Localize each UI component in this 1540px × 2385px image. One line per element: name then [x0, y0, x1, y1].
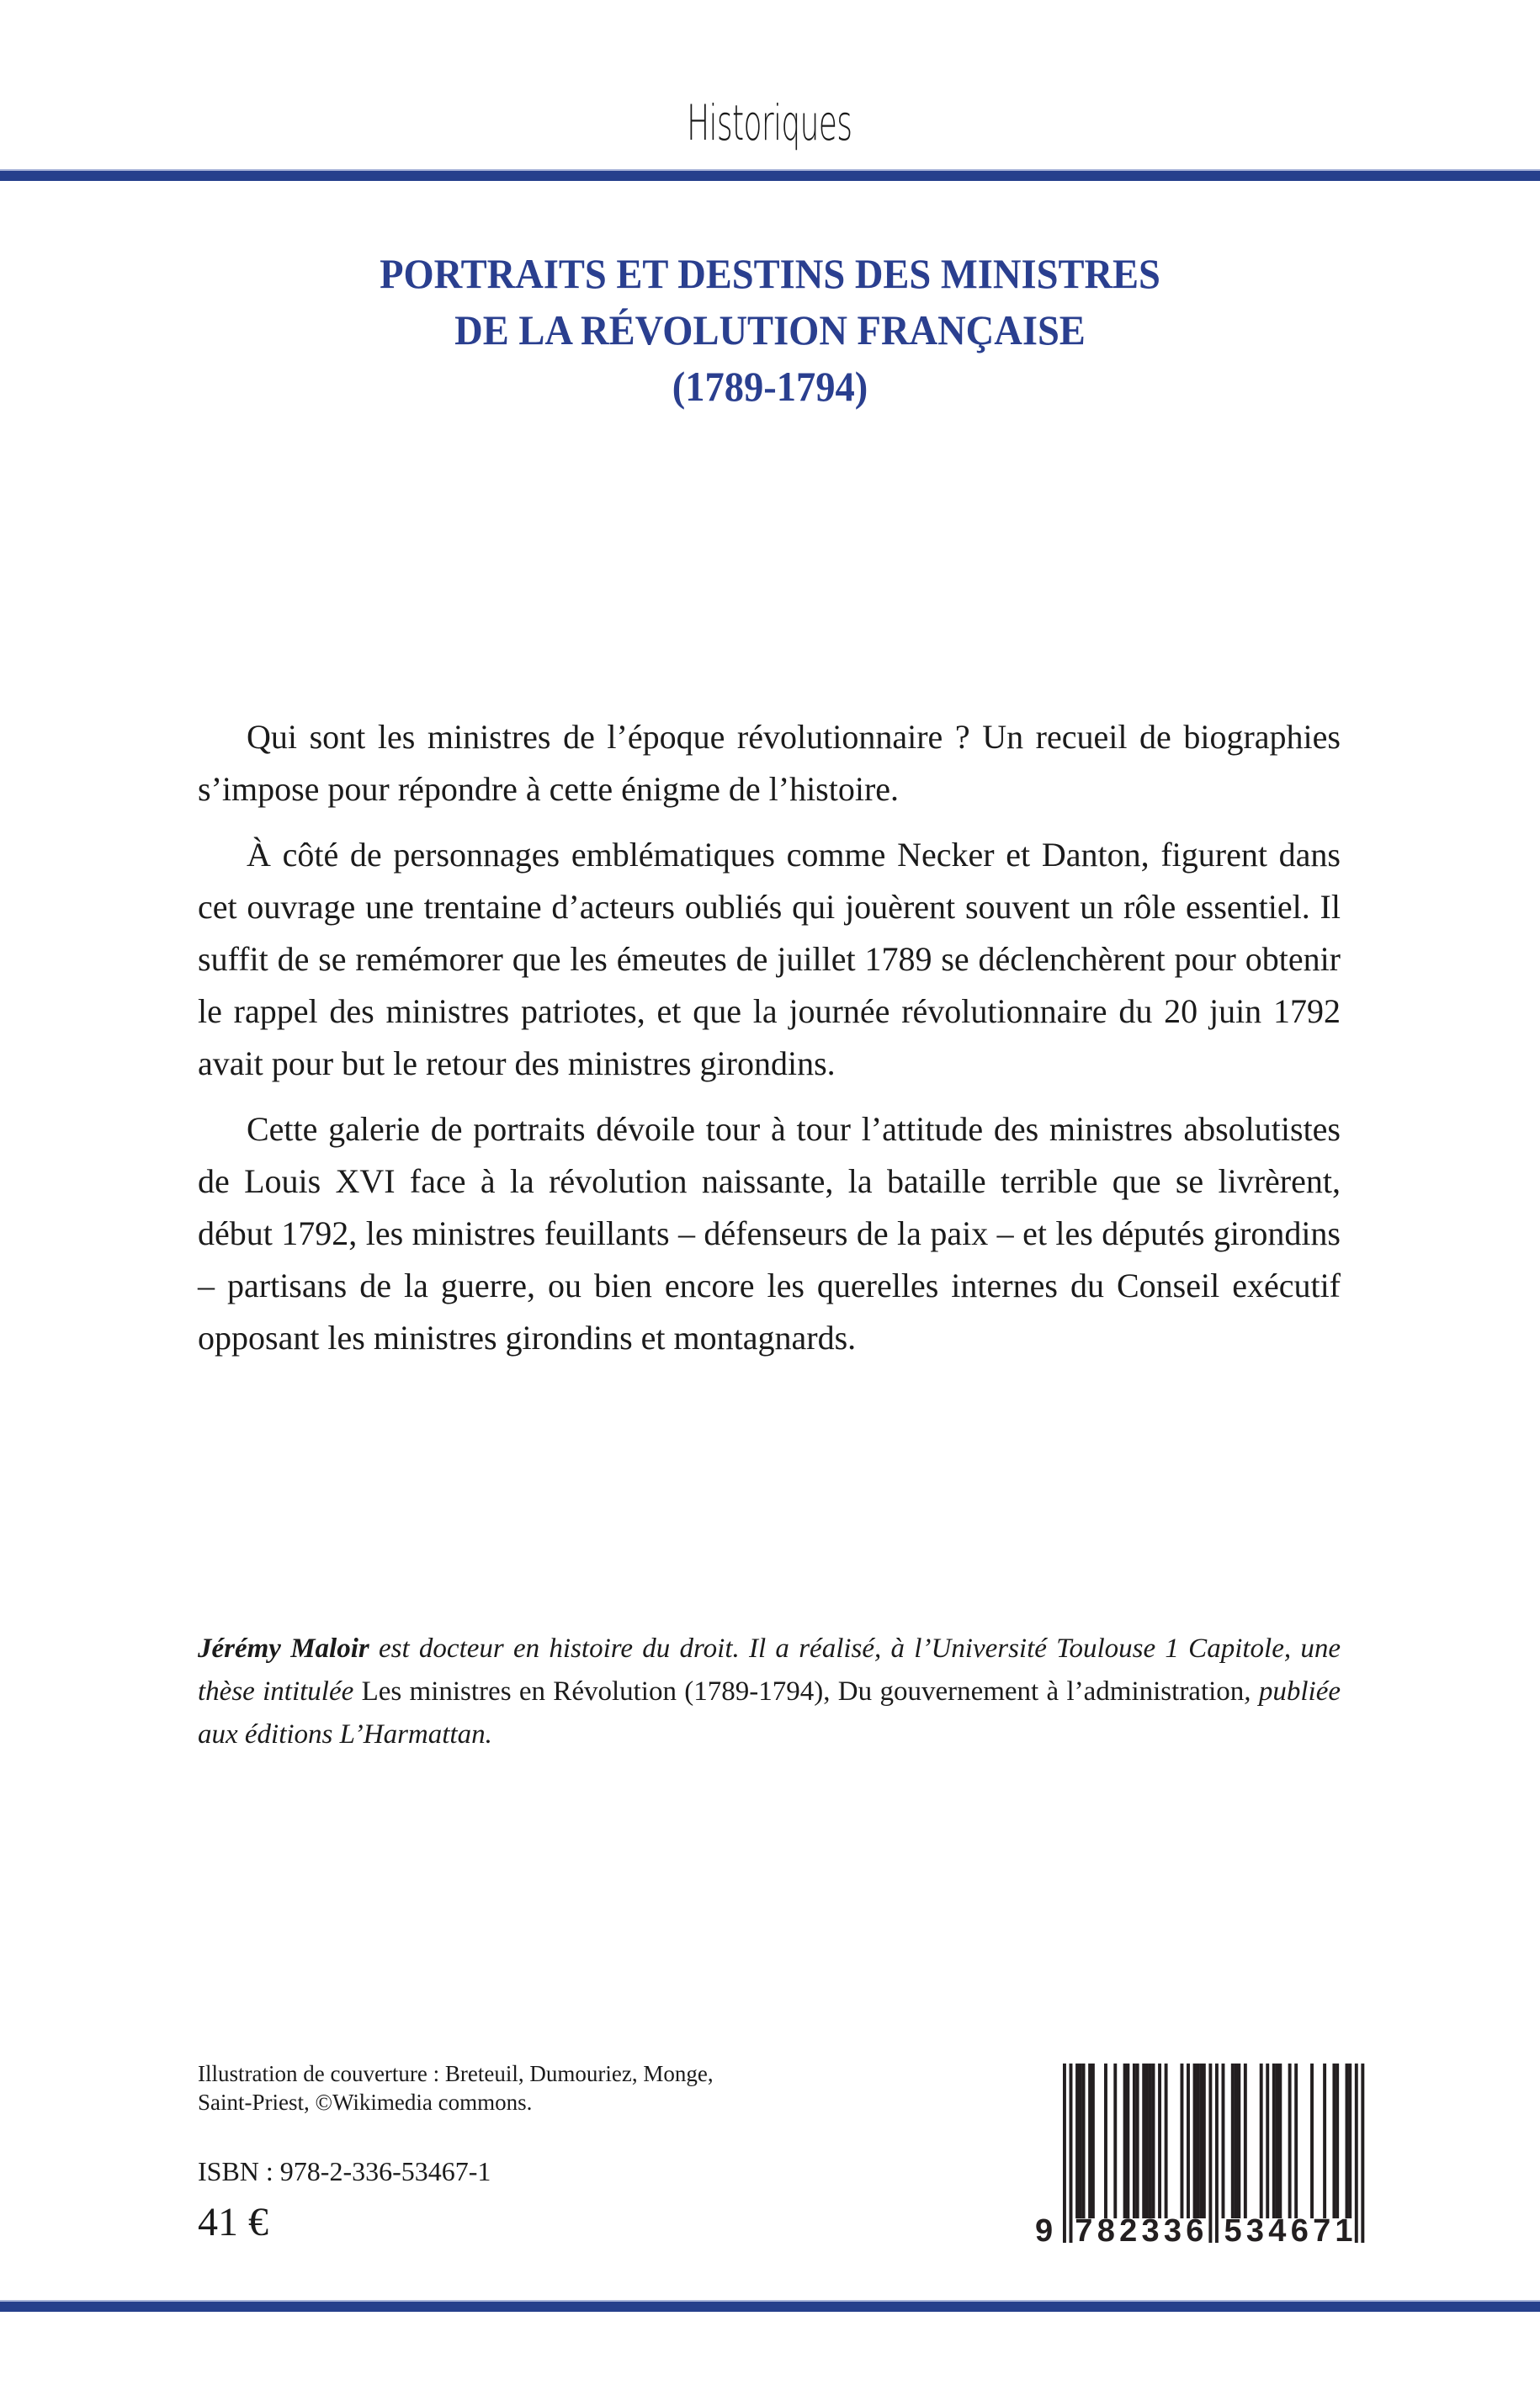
blurb-paragraph: Qui sont les ministres de l’époque révolutionnaire ? Un recueil de biographies s’impose pour répondre à cette énigme de l’histoire.: [198, 718, 1341, 808]
cover-credits-line-1: Illustration de couverture : Breteuil, Dumouriez, Monge,: [198, 2061, 714, 2086]
author-bio-text: est docteur en histoire du droit. Il a réalisé, à l’Université Toulouse 1 Capitole, une thèse intitulée: [198, 1633, 1341, 1707]
barcode-digit: 1: [1335, 2213, 1353, 2247]
book-title: [54, 246, 1486, 415]
author-bio-text-end: , publiée aux éditions L’Harmattan.: [198, 1676, 1341, 1750]
isbn: ISBN : 978-2-336-53467-1: [198, 2156, 491, 2186]
barcode-digit: 6: [1290, 2213, 1309, 2247]
cover-credits: [198, 2059, 871, 2117]
top-divider: [0, 169, 1540, 181]
book-title-line-2: DE LA RÉVOLUTION FRANÇAISE: [454, 306, 1086, 353]
blurb-paragraph: À côté de personnages emblématiques comme Necker et Danton, figurent dans cet ouvrage une trentaine d’acteurs oubliés qui jouèrent souvent un rôle essentiel. Il suffit de se remémorer que les émeutes de juillet 1789 se déclenchèrent pour obtenir le rappel des ministres patriotes, et que la journée révolutionnaire du 20 juin 1792 avait pour but le retour des ministres girondins.: [198, 836, 1341, 1082]
barcode-digit-first: 9: [1035, 2213, 1054, 2247]
blurb: [198, 711, 1341, 1378]
author-bio: [198, 1628, 1341, 1756]
barcode-digit: 4: [1268, 2213, 1287, 2247]
barcode-digit: 8: [1097, 2213, 1115, 2247]
author-name: Jérémy Maloir: [198, 1633, 369, 1664]
barcode-digit: 3: [1141, 2213, 1160, 2247]
barcode-digit: 7: [1313, 2213, 1331, 2247]
book-title-line-3: (1789-1794): [672, 363, 868, 410]
thesis-title: Les ministres en Révolution (1789-1794), Du gouvernement à l’administration: [361, 1676, 1245, 1707]
book-title-line-1: PORTRAITS ET DESTINS DES MINISTRES: [380, 250, 1160, 297]
barcode-digit: 6: [1186, 2213, 1204, 2247]
barcode-digit: 2: [1119, 2213, 1138, 2247]
barcode-digit: 7: [1075, 2213, 1093, 2247]
price: 41 €: [198, 2200, 268, 2244]
barcode-digit: 3: [1163, 2213, 1182, 2247]
blurb-paragraph: Cette galerie de portraits dévoile tour à tour l’attitude des ministres absolutistes de Louis XVI face à la révolution naissante, la bataille terrible que se livrèrent, début 1792, les ministres feuillants – défenseurs de la paix – et les députés girondins – partisans de la guerre, ou bien encore les querelles internes du Conseil exécutif opposant les ministres girondins et montagnards.: [198, 1110, 1341, 1357]
series-label: Historiques: [687, 94, 852, 151]
barcode-digit: 3: [1245, 2213, 1265, 2247]
cover-credits-line-2: Saint-Priest, ©Wikimedia commons.: [198, 2090, 533, 2115]
barcode-digit: 5: [1224, 2213, 1242, 2247]
ean13-barcode: [1032, 2062, 1368, 2247]
bottom-divider: [0, 2300, 1540, 2312]
